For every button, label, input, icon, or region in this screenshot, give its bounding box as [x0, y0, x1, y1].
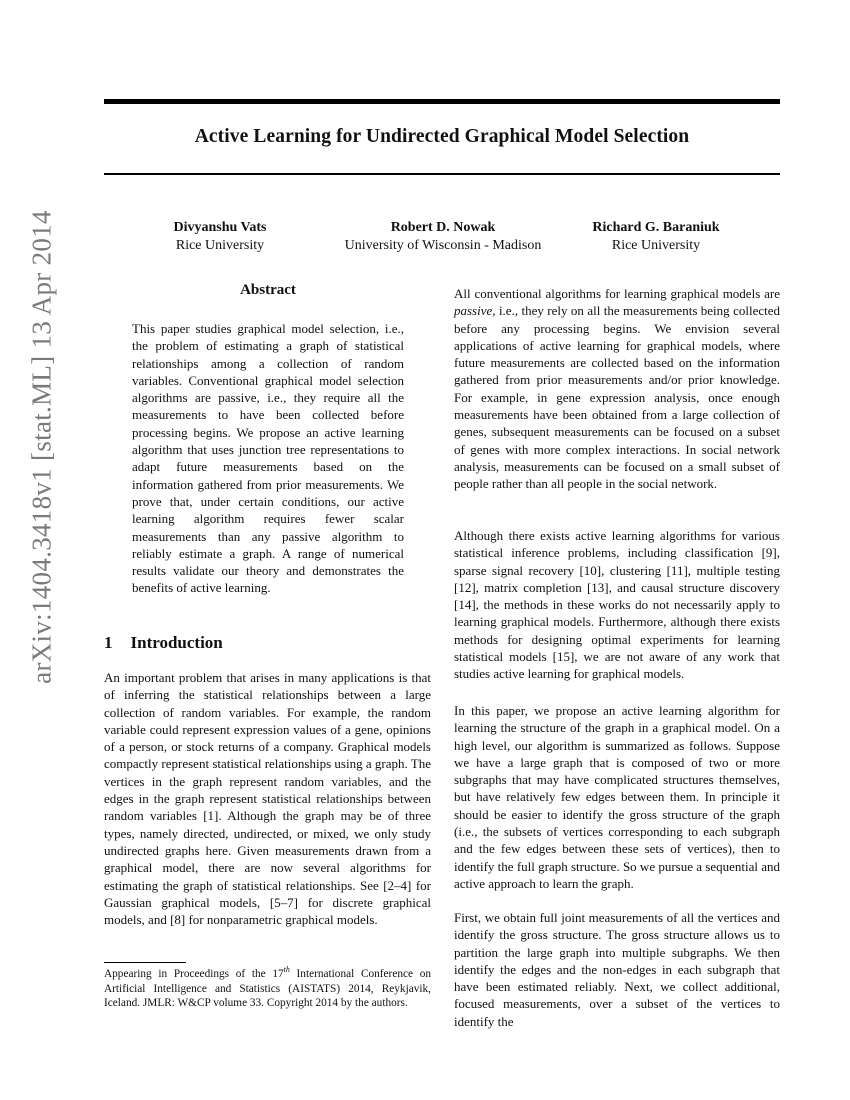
p1-text-a: All conventional algorithms for learning graphical models are	[454, 286, 780, 301]
author-name: Divyanshu Vats	[173, 220, 267, 235]
intro-paragraph: An important problem that arises in many applications is that of inferring the statistical relationships between a large collection of random variables. For example, the random variable could represent expression values of a gene, opinions of a person, or stock returns of a company. Graphical models compactly represent statistical relationships using a graph. The vertices in the graph represent random variables, and the edges in the graph represent statistical relationships between random variables [1]. Although the graph may be of three types, namely directed, undirected, or mixed, we only study undirected graphs here. Given measurements drawn from a graphical model, there are now several algorithms for estimating the graph of statistical relationships. See [2–4] for Gaussian graphical models, [5–7] for discrete graphical models, and [8] for nonparametric graphical models.	[104, 670, 431, 928]
section-title: Introduction	[130, 633, 223, 652]
footnote-rule	[104, 962, 186, 963]
author-affiliation: University of Wisconsin - Madison	[344, 238, 542, 253]
author-block-2	[330, 219, 556, 255]
p1-text-b: , i.e., they rely on all the measurements being collected before any processing begins. We envision several applications of active learning for graphical models, where future measurements are collected based on the information gathered from prior measurements and/or prior knowledge. For example, in gene expression analysis, once enough measurements have been obtained from a large collection of genes, subsequent measurements can be focused on a subset of genes with more complex interactions. In social network analysis, measurements can be focused on a small subset of people rather than all people in the social network.	[454, 303, 780, 492]
p1-emphasis: passive	[454, 303, 493, 319]
right-paragraph-3: In this paper, we propose an active learning algorithm for learning the structure of the graph in a graphical model. On a high level, our algorithm is summarized as follows. Suppose we have a large graph that is composed of two or more subgraphs that may have complicated structures themselves, but have relatively few edges between them. In principle it should be easier to identify the gross structure of the graph (i.e., the subsets of vertices corresponding to each subgraph and the few edges between these sets of vertices), then to identify the full graph structure. So we pursue a sequential and active approach to learn the graph.	[454, 703, 780, 891]
arxiv-stamp-text: arXiv:1404.3418v1 [stat.ML] 13 Apr 2014	[26, 210, 57, 684]
footnote	[104, 967, 431, 1011]
author-block-1	[147, 219, 293, 255]
abstract-heading: Abstract	[240, 282, 296, 298]
right-paragraph-1	[454, 285, 780, 493]
title-rule-top	[104, 99, 780, 104]
right-paragraph-2: Although there exists active learning algorithms for various statistical inference problems, including classification [9], sparse signal recovery [10], clustering [11], multiple testing [12], matrix completion [13], and causal structure discovery [14], the methods in these works do not necessarily apply to learning graphical models. Furthermore, although there exists methods for designing optimal experiments for learning statistical models [15], we are not aware of any work that studies active learning for graphical models.	[454, 528, 780, 682]
title-rule-bottom	[104, 173, 780, 175]
author-block-3	[576, 219, 736, 255]
author-name: Robert D. Nowak	[390, 220, 496, 235]
author-affiliation: Rice University	[611, 238, 701, 253]
footnote-superscript: th	[283, 965, 290, 975]
section-heading	[104, 633, 223, 653]
right-paragraph-4: First, we obtain full joint measurements of all the vertices and identify the gross structure. The gross structure allows us to partition the large graph into multiple subgraphs. We then identify the edges and the non-edges in each subgraph that have been estimated reliably. Next, we collect additional, focused measurements, over a subset of the vertices to identify the	[454, 910, 780, 1029]
section-number: 1	[104, 633, 113, 652]
footnote-text-a: Appearing in Proceedings of the 17	[104, 968, 284, 980]
abstract-text: This paper studies graphical model selection, i.e., the problem of estimating a graph of statistical relationships among a collection of random variables. Conventional graphical model selection algorithms are passive, i.e., they require all the measurements to have been collected before processing begins. We propose an active learning algorithm that uses junction tree representations to adapt future measurements based on the information gathered from prior measurements. We prove that, under certain conditions, our active learning algorithm requires fewer scalar measurements than any passive algorithm to reliably estimate a graph. A range of numerical results validate our theory and demonstrates the benefits of active learning.	[132, 321, 404, 596]
footnote-text-b: International Conference on Artificial Intelligence and Statistics (AISTATS) 2014, Reykjavik, Iceland. JMLR: W&CP volume 33. Copyright 2014 by the authors.	[104, 968, 431, 1010]
author-affiliation: Rice University	[175, 238, 265, 253]
author-name: Richard G. Baraniuk	[592, 220, 720, 235]
paper-title: Active Learning for Undirected Graphical Model Selection	[194, 126, 690, 147]
